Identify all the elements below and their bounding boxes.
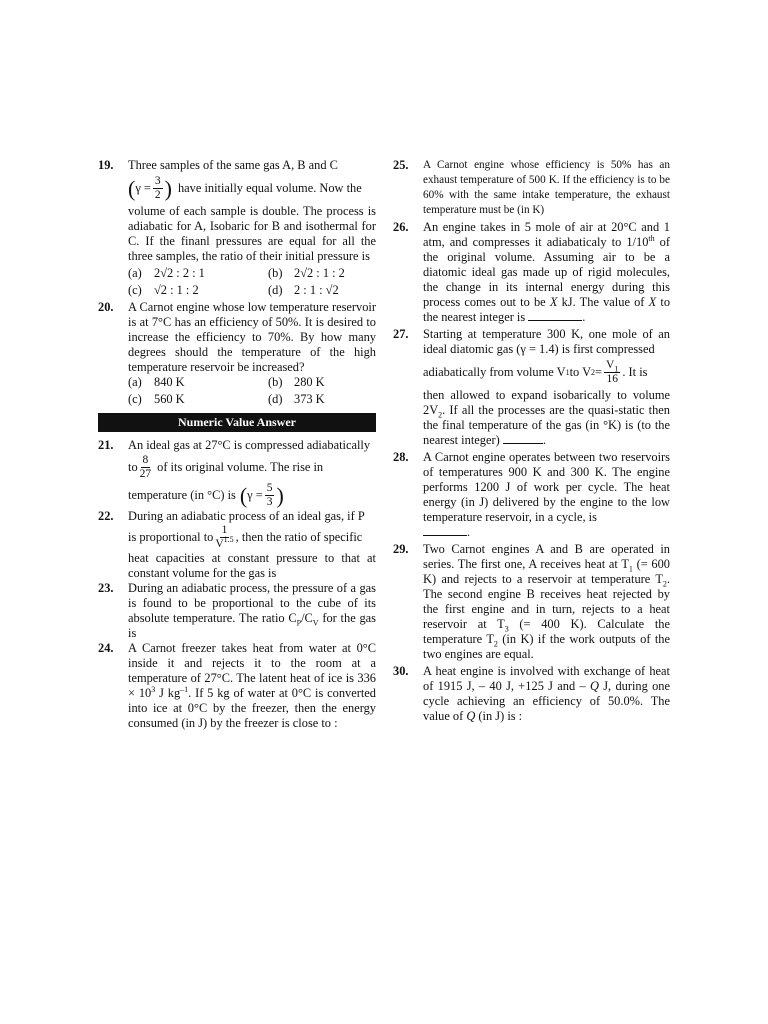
answer-blank <box>423 525 467 536</box>
fraction: $\frac{V_1}{16}$ <box>606 359 619 385</box>
question-26: 26. An engine takes in 5 mole of air at 20°C and 1 atm, and compresses it adiabaticaly to 1/10th of the original volume. Assuming air to be a diatomic ideal gas made up of rigid molecules, the change in its internal energy during this process comes out to be X kJ. The value of X to the nearest integer is . <box>393 220 671 324</box>
question-text: heat capacities at constant pressure to that at constant volume for the gas is <box>128 551 376 580</box>
question-text: volume of each sample is double. The process is adiabatic for A, Isobaric for B and isothermal for C. If the finanl pressures are equal for all the three samples, the ratio of their initial pressure is <box>128 204 376 263</box>
option-d: (d) 373 K <box>268 392 325 406</box>
question-text: An ideal gas at 27°C is compressed adiabatically <box>128 438 371 452</box>
left-column <box>98 158 376 731</box>
question-24: 24. A Carnot freezer takes heat from water at 0°C inside it and rejects it to the room at a temperature of 27°C. The latent heat of ice is $336 \times 10^3$ J $kg^{-1}$. If 5 kg of water at 0°C is converted into ice at 0°C by the freezer, then the energy consumed (in J) by the freezer is close to : <box>98 641 376 730</box>
question-19 <box>98 158 376 298</box>
gamma-fraction: $\frac{3}{2}$ <box>154 175 161 201</box>
answer-blank <box>503 433 543 444</box>
option-a: (a) 840 K <box>128 375 185 389</box>
question-22: 22. During an adiabatic process of an ideal gas, if P is proportional to $\frac{1}{V^{1.5}}$ , then the ratio of specific heat capacities at constant pressure to that at constant volume for the gas is <box>98 509 376 580</box>
question-number: 23. <box>98 581 114 595</box>
question-27: 27. Starting at temperature 300 K, one mole of an ideal diatomic gas (γ = 1.4) is first compressed adiabatically from volume V 1 to V 2 = $\frac{V_1}{16}$ . It is then allowed to expand isobarically to volume $2V_2$. If all the processes are the quasi-static then the final temperature of the gas (in °K) is (to the nearest integer) . <box>393 327 670 447</box>
question-number: 21. <box>98 438 114 452</box>
question-text: A Carnot engine whose efficiency is 50% has an exhaust temperature of 500 K. If the efficiency is to be 60% with the same intake temperature, the exhaust temperature must be (in K) <box>423 159 670 216</box>
question-text: Starting at temperature 300 K, one mole of an ideal diatomic gas (γ = 1.4) is first compressed <box>423 327 670 356</box>
question-20 <box>98 300 376 407</box>
question-28: 28. A Carnot engine operates between two reservoirs of temperatures 900 K and 300 K. The engine performs 1200 J of work per cycle. The heat energy (in J) delivered by the engine to the low temperature reservoir, in a cycle, is . <box>393 450 670 539</box>
question-number: 30. <box>393 664 409 678</box>
option-b: (b) 280 K <box>268 375 325 389</box>
answer-blank <box>528 310 582 321</box>
question-text: A Carnot engine operates between two reservoirs of temperatures 900 K and 300 K. The engine performs 1200 J of work per cycle. The heat energy (in J) delivered by the engine to the low temperature reservoir, in a cycle, is <box>423 450 670 524</box>
option-c: (c) √2 : 1 : 2 <box>128 283 199 297</box>
fraction: $\frac{1}{V^{1.5}}$ <box>215 524 234 550</box>
gamma-row: ( γ = $\frac{3}{2}$ ) have initially equal volume. Now the <box>128 175 362 201</box>
question-text: A Carnot engine whose low temperature reservoir is at 7°C has an efficiency of 50%. It is desired to increase the efficiency to 70%. By how many degrees should the temperature of the high temperature reservoir be increased? <box>128 300 376 374</box>
option-d: (d) 2 : 1 : √2 <box>268 283 339 297</box>
question-text: During an adiabatic process of an ideal gas, if P <box>128 509 365 523</box>
question-number: 26. <box>393 220 409 234</box>
gamma-fraction: $\frac{5}{3}$ <box>266 482 273 508</box>
option-a: (a) 2√2 : 2 : 1 <box>128 266 205 280</box>
question-text: Three samples of the same gas A, B and C <box>128 158 338 172</box>
question-30: 30. A heat engine is involved with exchange of heat of 1915 J, – 40 J, +125 J and – Q J, during one cycle achieving an efficiency of 50.0%. The value of Q (in J) is : <box>393 664 670 723</box>
question-25 <box>393 158 670 218</box>
fraction: $\frac{8}{27}$ <box>139 454 152 480</box>
option-b: (b) 2√2 : 1 : 2 <box>268 266 345 280</box>
gamma-label: γ = <box>135 181 151 195</box>
option-c: (c) 560 K <box>128 392 185 406</box>
question-23: 23. During an adiabatic process, the pressure of a gas is found to be proportional to the cube of its absolute temperature. The ratio $C_P/C_V$ for the gas is <box>98 581 376 640</box>
options <box>128 375 376 407</box>
question-number: 25. <box>393 158 409 172</box>
question-number: 27. <box>393 327 409 341</box>
question-number: 19. <box>98 158 114 172</box>
question-21: 21. An ideal gas at 27°C is compressed adiabatically to $\frac{8}{27}$ of its original volume. The rise in temperature (in °C) is ( γ = $\frac{5}{3}$ ) <box>98 438 376 509</box>
question-number: 24. <box>98 641 114 655</box>
question-number: 29. <box>393 542 409 556</box>
right-column <box>393 158 670 724</box>
question-number: 22. <box>98 509 114 523</box>
section-header-numeric: Numeric Value Answer <box>98 413 376 432</box>
question-number: 28. <box>393 450 409 464</box>
question-text: have initially equal volume. Now the <box>177 181 362 195</box>
question-text: of its original volume. The rise in <box>157 460 324 474</box>
options <box>128 266 376 298</box>
question-number: 20. <box>98 300 114 314</box>
question-29: 29. Two Carnot engines A and B are operated in series. The first one, A receives heat at $T_1$ (= 600 K) and rejects to a reservoir at temperature $T_2$. The second engine B receives heat rejected by the first engine and in turn, rejects to a heat reservoir at $T_3$ (= 400 K). Calculate the temperature $T_2$ (in K) if the work outputs of the two engines are equal. <box>393 542 670 661</box>
question-text: temperature (in °C) is <box>128 488 236 502</box>
